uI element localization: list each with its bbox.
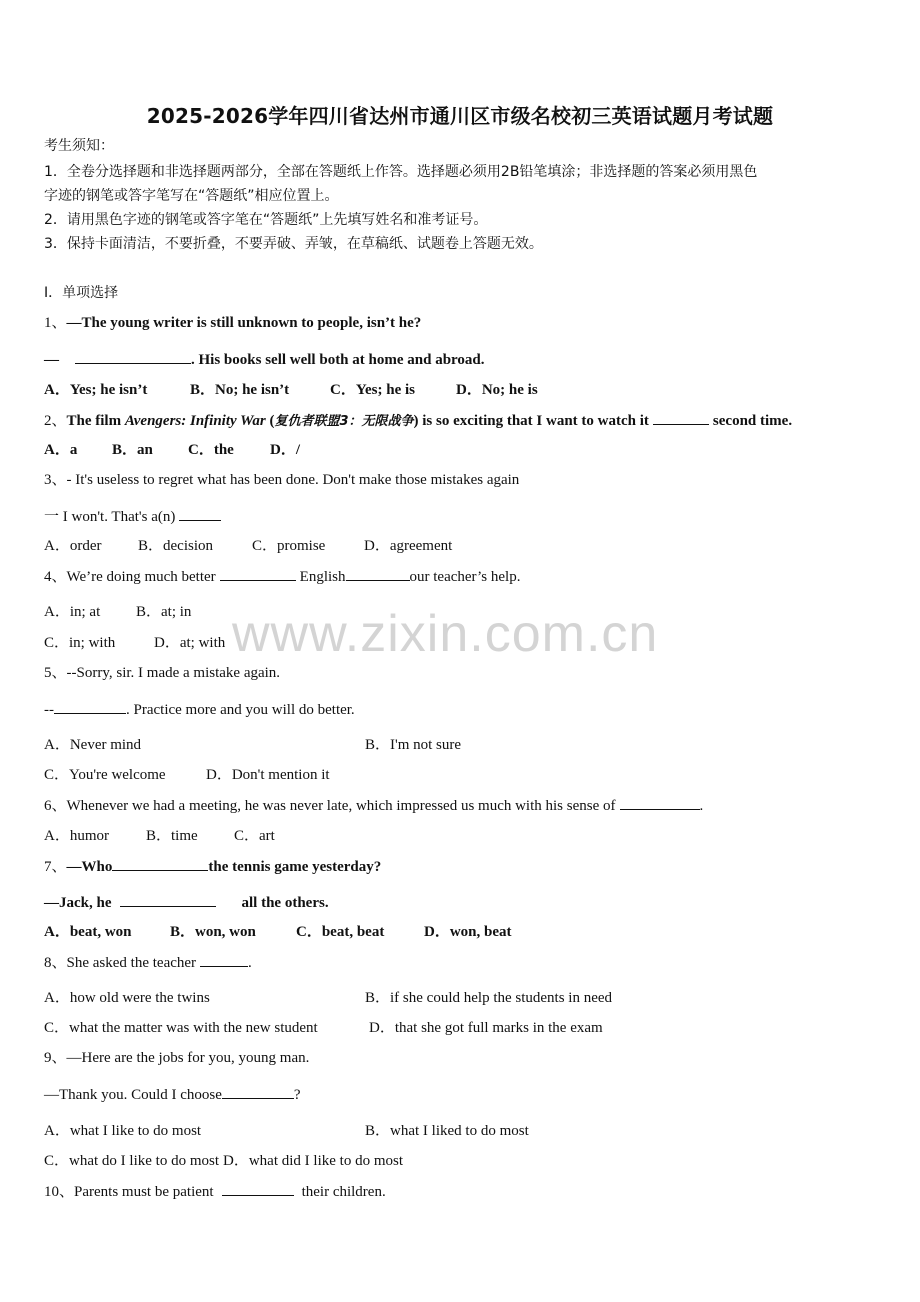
q8-line: She asked the teacher	[66, 955, 197, 971]
q1-blank	[75, 349, 191, 364]
q4-pre: We’re doing much better	[66, 569, 216, 585]
q8-options-row-2	[44, 1018, 603, 1038]
q7-blank-2	[120, 892, 216, 907]
q2-option-d[interactable]: D．/	[270, 442, 301, 458]
q3-stem	[44, 470, 519, 490]
q6-options	[44, 826, 275, 846]
q9-line2-text: —Thank you. Could I choose	[44, 1087, 222, 1103]
q2-blank	[653, 410, 709, 425]
section-heading: Ⅰ．单项选择	[44, 285, 119, 301]
q9-end: ?	[293, 1087, 301, 1103]
q4-blank-2	[346, 566, 410, 581]
q4-stem	[44, 566, 520, 587]
q9-stem	[44, 1048, 309, 1068]
q9-line2	[44, 1084, 301, 1105]
q1-dash: —	[44, 352, 59, 368]
q6-number: 6、	[44, 798, 67, 814]
q7-stem	[44, 856, 381, 877]
q8-option-b[interactable]: B．if she could help the students in need	[365, 990, 613, 1006]
notice-item-3: 3．保持卡面清洁，不要折叠，不要弄破、弄皱，在草稿纸、试题卷上答题无效。	[44, 236, 543, 252]
q1-option-c[interactable]: C．Yes; he is	[330, 382, 415, 398]
q7-line1-pre: —Who	[66, 859, 113, 875]
q6-blank	[620, 795, 700, 810]
q5-line2-text: . Practice more and you will do better.	[126, 702, 355, 718]
q1-stem	[44, 313, 421, 333]
q5-line1: --Sorry, sir. I made a mistake again.	[66, 665, 281, 681]
q5-option-d[interactable]: D．Don't mention it	[206, 767, 330, 783]
q6-line: Whenever we had a meeting, he was never late, which impressed us much with his sense of	[66, 798, 616, 814]
q7-line2-post: all the others.	[241, 895, 329, 911]
q3-number: 3、	[44, 472, 67, 488]
q7-option-b[interactable]: B．won, won	[170, 924, 256, 940]
q5-blank	[54, 699, 126, 714]
q3-line2-text: 一 I won't. That's a(n)	[44, 509, 176, 525]
q2-stem	[44, 410, 792, 432]
q4-option-a[interactable]: A．in; at	[44, 604, 101, 620]
q4-number: 4、	[44, 569, 67, 585]
notice-item-1-cont: 字迹的钢笔或答字笔写在“答题纸”相应位置上。	[44, 188, 339, 204]
q9-option-c[interactable]: C．what do I like to do most	[44, 1153, 219, 1169]
q2-post: ) is so exciting that I want to watch it	[413, 413, 649, 429]
q5-option-a[interactable]: A．Never mind	[44, 737, 142, 753]
q9-options-row-1	[44, 1121, 529, 1141]
q6-end: .	[699, 798, 704, 814]
q6-option-a[interactable]: A．humor	[44, 828, 109, 844]
q1-options	[44, 380, 538, 400]
q9-options-row-2	[44, 1151, 403, 1171]
q3-option-d[interactable]: D．agreement	[364, 538, 453, 554]
q8-option-c[interactable]: C．what the matter was with the new student	[44, 1020, 318, 1036]
q3-blank	[179, 506, 221, 521]
q9-line1: —Here are the jobs for you, young man.	[66, 1050, 310, 1066]
q5-stem	[44, 663, 280, 683]
q10-stem	[44, 1181, 386, 1202]
q4-post: our teacher’s help.	[409, 569, 521, 585]
q8-option-d[interactable]: D．that she got full marks in the exam	[369, 1020, 603, 1036]
q2-option-b[interactable]: B．an	[112, 442, 153, 458]
q2-options	[44, 440, 300, 460]
q4-mid: English	[299, 569, 346, 585]
q6-stem	[44, 795, 703, 816]
q7-blank-1	[112, 856, 208, 871]
q2-chinese-title: 复仇者联盟3：无限战争	[274, 414, 414, 429]
q7-line2	[44, 892, 329, 913]
q2-option-c[interactable]: C．the	[188, 442, 234, 458]
q4-option-c[interactable]: C．in; with	[44, 635, 116, 651]
q7-line2-pre: —Jack, he	[44, 895, 112, 911]
q2-tail: second time.	[712, 413, 793, 429]
q3-option-b[interactable]: B．decision	[138, 538, 213, 554]
q2-number: 2、	[44, 413, 67, 429]
q1-option-a[interactable]: A．Yes; he isn’t	[44, 382, 148, 398]
q6-option-b[interactable]: B．time	[146, 828, 198, 844]
q9-option-b[interactable]: B．what I liked to do most	[365, 1123, 529, 1139]
q4-options-row-2	[44, 633, 225, 653]
notice-item-2: 2．请用黑色字迹的钢笔或答字笔在“答题纸”上先填写姓名和准考证号。	[44, 212, 488, 228]
q4-options-row-1	[44, 602, 191, 622]
q2-film-title: Avengers: Infinity War	[124, 413, 266, 429]
q4-blank-1	[220, 566, 296, 581]
q8-blank	[200, 952, 248, 967]
q2-pre: The film	[66, 413, 125, 429]
q2-option-a[interactable]: A．a	[44, 442, 78, 458]
page-title: 2025-2026学年四川省达州市通川区市级名校初三英语试题月考试题	[146, 104, 774, 128]
q5-option-b[interactable]: B．I'm not sure	[365, 737, 462, 753]
q8-end: .	[248, 955, 252, 971]
q7-options	[44, 922, 512, 942]
q10-number: 10、	[44, 1184, 75, 1200]
q1-number: 1、	[44, 315, 67, 331]
q7-option-d[interactable]: D．won, beat	[424, 924, 512, 940]
q1-option-d[interactable]: D．No; he is	[456, 382, 538, 398]
q5-option-c[interactable]: C．You're welcome	[44, 767, 166, 783]
q8-options-row-1	[44, 988, 612, 1008]
q5-number: 5、	[44, 665, 67, 681]
q4-option-b[interactable]: B．at; in	[136, 604, 192, 620]
q1-option-b[interactable]: B．No; he isn’t	[190, 382, 290, 398]
q5-options-row-2	[44, 765, 330, 785]
q9-number: 9、	[44, 1050, 67, 1066]
q9-option-a[interactable]: A．what I like to do most	[44, 1123, 202, 1139]
q1-line2-text: . His books sell well both at home and abroad.	[191, 352, 485, 368]
q3-options	[44, 536, 452, 556]
q10-blank	[222, 1181, 294, 1196]
q7-number: 7、	[44, 859, 67, 875]
q9-blank	[222, 1084, 294, 1099]
q5-line2	[44, 699, 355, 720]
notice-item-1: 1．全卷分选择题和非选择题两部分，全部在答题纸上作答。选择题必须用2B铅笔填涂；非选择题的答案必须用黑色	[44, 164, 758, 180]
q1-line1: —The young writer is still unknown to people, isn’t he?	[66, 315, 422, 331]
q4-option-d[interactable]: D．at; with	[154, 635, 226, 651]
q3-option-c[interactable]: C．promise	[252, 538, 326, 554]
q5-options-row-1	[44, 735, 461, 755]
q8-stem	[44, 952, 252, 973]
q3-option-a[interactable]: A．order	[44, 538, 102, 554]
q8-number: 8、	[44, 955, 67, 971]
q2-paren: (	[265, 413, 275, 429]
q7-option-a[interactable]: A．beat, won	[44, 924, 132, 940]
watermark: www.zixin.com.cn	[232, 605, 659, 663]
q8-option-a[interactable]: A．how old were the twins	[44, 990, 210, 1006]
q3-line1: - It's useless to regret what has been done. Don't make those mistakes again	[66, 472, 520, 488]
q10-post: their children.	[301, 1184, 386, 1200]
q7-option-c[interactable]: C．beat, beat	[296, 924, 385, 940]
q6-option-c[interactable]: C．art	[234, 828, 275, 844]
q10-pre: Parents must be patient	[74, 1184, 214, 1200]
q7-line1-post: the tennis game yesterday?	[208, 859, 382, 875]
q3-line2	[44, 506, 221, 527]
q1-line2	[44, 349, 485, 370]
notice-heading: 考生须知：	[44, 138, 114, 154]
q9-option-d[interactable]: D．what did I like to do most	[223, 1153, 403, 1169]
q5-dash: --	[44, 702, 54, 718]
